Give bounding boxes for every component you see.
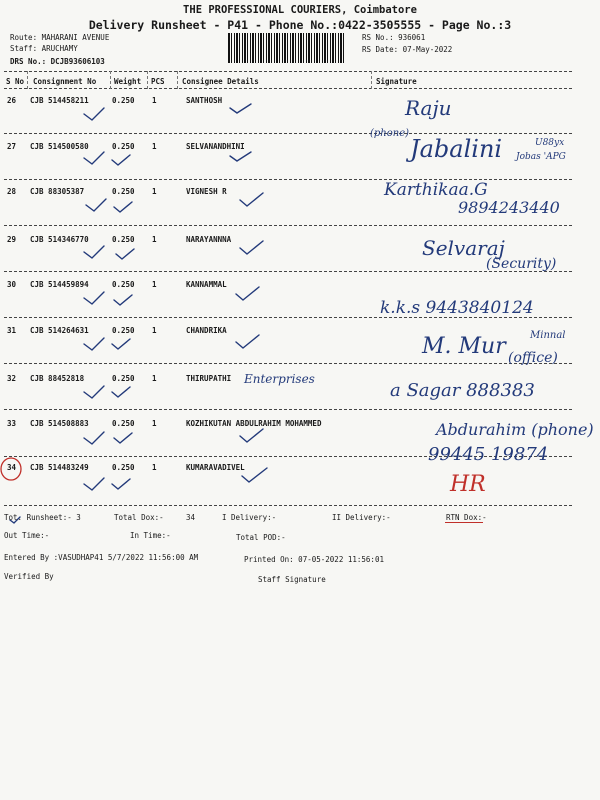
row-sno: 32 — [7, 374, 17, 383]
row-consignee: KOZHIKUTAN ABDULRAHIM MOHAMMED — [186, 419, 322, 428]
row-consignment: CJB 514459894 — [30, 280, 89, 289]
row-weight: 0.250 — [112, 463, 135, 472]
entered-by: Entered By :VASUDHAP41 5/7/2022 11:56:00 AM — [4, 553, 199, 562]
total-pod: Total POD:- — [236, 533, 286, 542]
check-icon — [84, 292, 104, 304]
check-icon — [236, 287, 259, 300]
row-consignee: VIGNESH R — [186, 187, 227, 196]
row-consignment: CJB 514264631 — [30, 326, 89, 335]
signature-30: k.k.s 9443840124 — [380, 298, 534, 318]
signature-28-name: Karthikaa.G — [384, 180, 488, 200]
signature-31-name: M. Mur — [422, 334, 506, 359]
row-consignment: CJB 514500580 — [30, 142, 89, 151]
total-dox-label: Total Dox:- — [114, 513, 164, 522]
check-icon — [84, 432, 104, 444]
check-icon — [84, 246, 104, 258]
check-icon — [242, 468, 267, 482]
signature-27: Jabalini — [410, 135, 503, 163]
signature-31-office: (office) — [508, 350, 558, 366]
signature-29-note: (Security) — [486, 256, 557, 272]
check-icon — [112, 339, 130, 349]
row-consignment: CJB 514346770 — [30, 235, 89, 244]
tot-runsheet: Tot. Runsheet:- 3 — [4, 513, 81, 522]
row-pcs: 1 — [152, 235, 157, 244]
row-consignee: KANNAMMAL — [186, 280, 227, 289]
check-icon — [240, 193, 263, 206]
check-icon — [114, 202, 132, 212]
staff-label: Staff: ARUCHAMY — [10, 44, 78, 53]
check-icon — [116, 249, 134, 259]
signature-29-name: Selvaraj — [422, 236, 505, 260]
col-pcs: PCS — [151, 77, 165, 86]
row-sno: 30 — [7, 280, 17, 289]
row-sno: 33 — [7, 419, 17, 428]
row-consignee: NARAYANNNA — [186, 235, 232, 244]
row-sno: 28 — [7, 187, 17, 196]
signature-33-phone: 99445 19874 — [428, 444, 549, 465]
check-icon — [114, 295, 132, 305]
ii-delivery: II Delivery:- — [332, 513, 391, 522]
check-icon — [84, 338, 104, 350]
signature-31-minnal: Minnal — [530, 330, 566, 341]
row-weight: 0.250 — [112, 326, 135, 335]
row-pcs: 1 — [152, 187, 157, 196]
route-label: Route: MAHARANI AVENUE — [10, 33, 110, 42]
check-icon — [112, 479, 130, 489]
row-pcs: 1 — [152, 419, 157, 428]
row-consignment: CJB 88305387 — [30, 187, 85, 196]
staff-signature: Staff Signature — [258, 575, 326, 584]
row-weight: 0.250 — [112, 187, 135, 196]
row-sno: 27 — [7, 142, 17, 151]
row-consignment: CJB 514458211 — [30, 96, 89, 105]
row-consignee: THIRUPATHI — [186, 374, 232, 383]
row-consignment: CJB 514508883 — [30, 419, 89, 428]
signature-26: Raju — [405, 96, 452, 120]
in-time: In Time:- — [130, 531, 171, 540]
row-weight: 0.250 — [112, 96, 135, 105]
rs-date: RS Date: 07-May-2022 — [362, 45, 453, 54]
row-sno: 31 — [7, 326, 17, 335]
row-pcs: 1 — [152, 142, 157, 151]
row-consignee: SELVANANDHINI — [186, 142, 245, 151]
row-consignee: SANTHOSH — [186, 96, 223, 105]
signature-28-phone: 9894243440 — [458, 198, 560, 217]
row-weight: 0.250 — [112, 235, 135, 244]
signature-32-extra: Enterprises — [244, 372, 315, 386]
check-icon — [236, 335, 259, 348]
runsheet-subtitle: Delivery Runsheet - P41 - Phone No.:0422-3505555 - Page No.:3 — [88, 18, 512, 32]
col-sno: S No — [6, 77, 25, 86]
row-pcs: 1 — [152, 463, 157, 472]
drs-number: DRS No.: DCJB93606103 — [10, 57, 105, 66]
rs-number: RS No.: 936061 — [362, 33, 426, 42]
total-dox-value: 34 — [186, 513, 196, 522]
row-pcs: 1 — [152, 96, 157, 105]
signature-34: HR — [450, 472, 486, 497]
row-consignee: KUMARAVADIVEL — [186, 463, 245, 472]
row-pcs: 1 — [152, 326, 157, 335]
check-icon — [84, 478, 104, 490]
check-icon — [84, 152, 104, 164]
row-pcs: 1 — [152, 280, 157, 289]
company-title: THE PROFESSIONAL COURIERS, Coimbatore — [183, 4, 417, 16]
col-consignment: Consignment No — [33, 77, 97, 86]
col-consignee: Consignee Details — [182, 77, 259, 86]
signature-33-name: Abdurahim (phone) — [436, 420, 594, 439]
check-icon — [230, 104, 251, 113]
col-weight: Weight — [114, 77, 142, 86]
row-weight: 0.250 — [112, 280, 135, 289]
rtn-dox: RTN Dox:- — [446, 513, 487, 522]
row-consignment: CJB 514483249 — [30, 463, 89, 472]
check-icon — [114, 433, 132, 443]
row-consignment: CJB 88452818 — [30, 374, 85, 383]
row-sno: 34 — [7, 463, 17, 472]
check-icon — [84, 386, 104, 398]
check-icon — [240, 241, 263, 254]
i-delivery: I Delivery:- — [222, 513, 277, 522]
row-weight: 0.250 — [112, 142, 135, 151]
check-icon — [240, 429, 263, 442]
row-sno: 29 — [7, 235, 17, 244]
red-underline — [445, 522, 483, 523]
signature-32: a Sagar 888383 — [390, 380, 535, 401]
check-icon — [230, 152, 251, 161]
row-consignee: CHANDRIKA — [186, 326, 227, 335]
row-weight: 0.250 — [112, 374, 135, 383]
signature-27-note: U88yx — [535, 138, 565, 148]
row-pcs: 1 — [152, 374, 157, 383]
check-icon — [84, 108, 104, 120]
check-icon — [86, 199, 106, 211]
check-icon — [112, 155, 130, 165]
signature-27-phone: (phone) — [370, 128, 410, 139]
signature-27-note2: Jobas 'APG — [516, 152, 566, 162]
out-time: Out Time:- — [4, 531, 50, 540]
check-icon — [112, 387, 130, 397]
col-signature: Signature — [376, 77, 417, 86]
printed-on: Printed On: 07-05-2022 11:56:01 — [244, 555, 384, 564]
row-weight: 0.250 — [112, 419, 135, 428]
verified-by: Verified By — [4, 572, 54, 581]
row-sno: 26 — [7, 96, 17, 105]
